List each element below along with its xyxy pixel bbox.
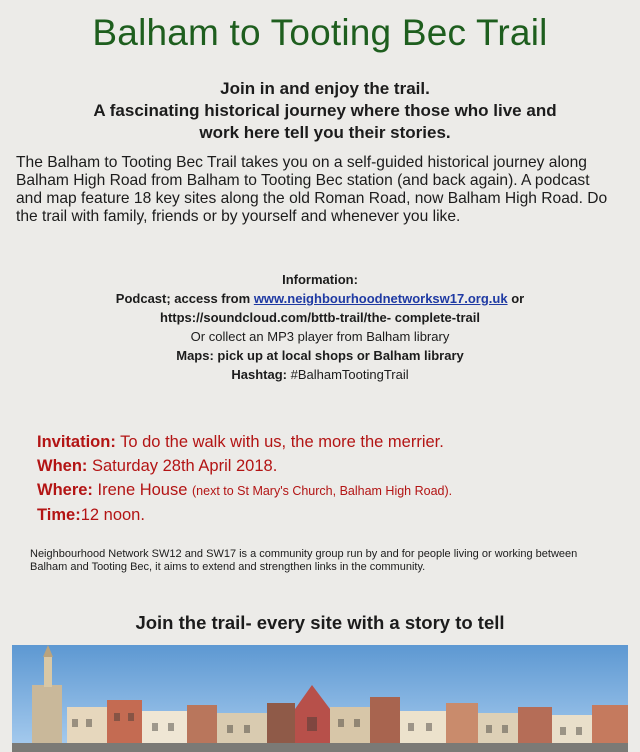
where-label: Where: — [37, 481, 93, 499]
time-label: Time: — [37, 506, 81, 524]
invitation-label: Invitation: — [37, 433, 116, 451]
podcast-prefix: Podcast; access from — [115, 291, 251, 306]
hashtag-value: #BalhamTootingTrail — [290, 367, 409, 382]
when-label: When: — [37, 457, 88, 475]
maps-line: Maps: pick up at local shops or Balham library — [176, 348, 464, 363]
where-detail: (next to St Mary's Church, Balham High Road). — [192, 484, 453, 498]
when-line — [37, 454, 627, 478]
hashtag-line — [30, 365, 610, 384]
soundcloud-url: https://soundcloud.com/bttb-trail/the- complete-trail — [160, 310, 480, 325]
tagline: Join the trail- every site with a story to tell — [135, 612, 505, 633]
intro-block — [40, 78, 610, 144]
mp3-line: Or collect an MP3 player from Balham library — [190, 329, 450, 344]
intro-line-1: Join in and enjoy the trail. — [220, 79, 430, 98]
where-line — [37, 478, 627, 503]
intro-line-2: A fascinating historical journey where those who live and — [93, 101, 557, 120]
information-block — [30, 270, 610, 384]
time-text: 12 noon. — [80, 506, 145, 524]
podcast-suffix: or — [511, 291, 525, 306]
podcast-link[interactable]: www.neighbourhoodnetworksw17.org.uk — [253, 291, 508, 306]
when-text: Saturday 28th April 2018. — [92, 457, 278, 475]
hashtag-label: Hashtag: — [231, 367, 287, 382]
podcast-line — [30, 289, 610, 308]
information-heading: Information: — [282, 272, 358, 287]
trail-description: The Balham to Tooting Bec Trail takes you on a self-guided historical journey along Balham High Road from Balham to Tooting Bec station (and back again). A podcast and map feature 18 key sites along the old Roman Road, now Balham High Road. Do the trail with family, friends or by yourself and whenever you like. — [16, 154, 608, 225]
streetscape-illustration — [12, 645, 628, 752]
invitation-line — [37, 430, 627, 454]
invitation-text: To do the walk with us, the more the merrier. — [120, 433, 444, 451]
time-line — [37, 503, 627, 527]
poster-title: Balham to Tooting Bec Trail — [92, 12, 548, 53]
intro-line-3: work here tell you their stories. — [199, 123, 451, 142]
where-text: Irene House — [97, 481, 188, 499]
network-note: Neighbourhood Network SW12 and SW17 is a community group run by and for people living or working between Balham and Tooting Bec, it aims to extend and strengthen links in the community. — [30, 548, 578, 573]
event-block — [37, 430, 627, 527]
